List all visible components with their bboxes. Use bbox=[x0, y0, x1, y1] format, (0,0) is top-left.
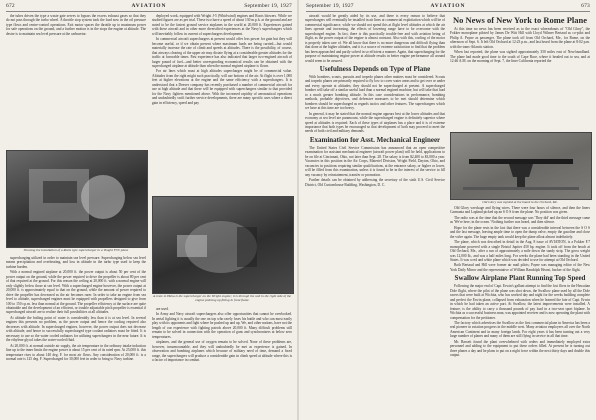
paragraph: With a normal engined airplane at 20,000 ft. the power output is about 50 per cent of the power output on the ground, while the power required to drive the propeller is about 80 per cent of that required at the ground. For this reason the ceiling at 20,000 ft. with a normal engine will only slightly below those at sea level. With a supercharged engine however, the power output at 20,000 ft. is approximately equal to that on the ground, while the amount of power required to drive the propeller has decreased as the air becomes rarer. In order to take an engine from sea level to altitude, supercharged engines must be equipped with propellers designed to give from 100 to 150 r.p.m. less than normal at the ground. The propeller efficiency at the surface are quite obtainable and the development of an efficient, or trouble adjustable pitch propeller is essential if supercharged aircraft are to realize their full possibilities at all altitudes. bbox=[6, 270, 146, 315]
right-page-number: 673 bbox=[581, 3, 590, 9]
paragraph: supercharging utilized in order to maintain sea level pressure. Supercharging below sea level means precipitation and overheating, and loss in altitude in the turbo type used to keep the turbine burden. bbox=[6, 256, 146, 269]
paragraph: deployed work, equipped with Wright J-5 (Whirlwind) engines and Roots blowers. While we studied figures are as per trial. These two have a speed of about 130 m.p.h. at the ground and are noted to be the fastest ground service airplanes in the world at 20,000 ft. Experiences gained with these aircraft and in other more diversified experiences at the Navy's superchargers which will inevitably follow in current of superchargers development. bbox=[152, 14, 292, 36]
paragraph: Old Glory wreckage and flying wires. There were four hours of silence, and then the liners Carmania and Lapland picked up an S O S from the plane. No position was given. bbox=[450, 206, 590, 215]
paragraph: The plane, which was described in detail in the Aug. 8 issue of AVIATION, is a Fokker F.7 monoplane powered with a single Bristol Jupiter 450 hp. engine. It took off from the beach at Old Orchard, Me., after a run of approximately a mile down the sandy strip. The gross weight was 12,000 lb., and was a half miles long. For weeks the plane had been standing in the United States. It was a red and white plane which was decided to use for attempt at Old Orchard. bbox=[450, 240, 590, 262]
paragraph: Both Bertaud and Hill were former air mail pilots; Payne was managing editor of the New York Daily Mirror and the representative of William Randolph Hearst, backer of the flight. bbox=[450, 263, 590, 272]
photo-caption-2: A crate in Haha is the supercharger on the Wright engine; it is through the unit in the right side of the engine pointing up fitting in front flame bbox=[152, 294, 292, 302]
paragraph: the tubes driven the type a waste gate serves to bypass the excess exhaust gases so that they do not pass through the turbo wheel. A throttle stop system took the load now in the oil pressure type flows and centre-control operations. Exit motor spaces the throttle up to maximum power for safe operations on the ground, and a further motion is in the stops the engine at altitude. The desire is to maintain sea level pressure at the carburetor. bbox=[6, 14, 146, 36]
paragraph: airplanes, and the general use of oxygen remain to be solved. None of these problems are, however, insurmountable, and they will undoubtedly be met as experience is gained. In observation and bombing airplanes which because of military need of time, demand a fixed range, the superchargers will produce a considerable gain in climb speed at altitude where this is a factor of importance in combat. bbox=[152, 340, 292, 362]
paragraph: Mr. Bassett found the plant overwhelmed with orders and immediately employed extra personnel and adding to the equipment to put these orders filled. At present he is turning out three planes a day and he plans to put on a night force within the next thirty days and double this output. bbox=[450, 339, 590, 358]
paragraph: Further details can be obtained by addressing the secretary of the sixth U.S. Civil Service District, Old Customhouse Building, Washington, D. C. bbox=[305, 178, 445, 187]
heading-usefulness: Usefulness Depends on Type of Plane bbox=[319, 64, 431, 73]
paragraph: For air lines which must at high altitudes supercharger might be of commercial value. Altitudes from the right might such practically, will use bottom of the air. At flight is over 1,000 feet at higher elevations at the engine and the same efficiency with a superchargers. It is understood that a Denver company has recently purchased a number of commercial aircraft for use at high altitude and that these will be equipped with superchargers similar to that provided for the Navy fighters mentioned above. With the increased rapidity of aeronautical operations and undoubtedly swift further service developments, there are many specific uses where a direct gain in efficiency, speed and pay bbox=[152, 69, 292, 105]
right-column-2-top bbox=[450, 14, 590, 130]
paragraph: Following the major end of Capt. Erwin's gallant attempt to find the lost fliers in the Hawaiian Dole flight, where the pilot of the plane was shot down, the Swallow plane used by all the Dole racers that were built at Wichita, who has worked day and night for the weeks building complete and perfect the Erwin plane, collapsed from exhaustion when he learned the fate of Capt. Erwin in which he had taken an active part. At Swallow, the latest improvements were installed. A feature, is the ability to carry a thousand pounds of pay load in a two-seat sport biplane. In Wichita as a successful business man, was appointed receiver and is now operating the plant with compensation for the petitioner. bbox=[450, 284, 590, 320]
paragraph: The factory which advertises the Swallow as the first commercial plane in America has been a real pioneer in aviation progress in the middle west. Many aviation employees all over the North American Continent and in many foreign lands. For eight years it has been turning out a very large number of planes and many of them are still flying in service in all that time. bbox=[450, 320, 590, 339]
paragraph: In commercial aircraft superchargers at present would offer less power for gain but they will become useful, or if we obtain present where maximum loads are being carried—but would materially increase the rate of climb and speeds at altitudes. There is the possibility, of course, that airways clearing of the upper air may dictate flying at a considerable greater altitudes for the traffic at favorable times. Past experience has also indicated that larger two-engined aircraft of larger pound of fuel—and better corresponding economical results can be obtained with the supercharged airplane at altitude than when the normal engined airplane is flown. bbox=[152, 37, 292, 68]
paragraph: Hope for the plane rests in the fact that there was a considerable interval between the S O S and the last message, leaving ample time to open the dump valve, empty the gasoline and close the valve again. The huge empty tank would keep the plane afloat almost indefinitely. bbox=[450, 225, 590, 239]
photo-caption-right: Old Glory was sighted at the board to the Orchard, Me. bbox=[482, 200, 558, 204]
paragraph: The United States Civil Service Commission has announced that an open competitive examination for assistant mechanical engineer (aircraft power plant) will be held, applications to be on file at Cincinnati, Ohio, not later than Sept. 28. The salary is from $2,400 to $3,000 a year. Vacancies in this position in the Air Corps, Materiel Division, Wright Field, Dayton, Ohio, and vacancies in positions requiring similar qualifications, at the entrance salary, or higher or lower, will be filled from this examination, unless it is found to be in the interest of the service to fill any vacancy by reinstatement, transfer or promotion. bbox=[305, 145, 445, 177]
heading-swallow: Swallow Airplane Plant Running Top Speed bbox=[454, 274, 586, 283]
right-running-title: AVIATION bbox=[430, 3, 466, 9]
paragraph: At this time no news has been received as to the exact whereabouts of "Old Glory", the Fokker monoplane piloted by James De Witt Hill with Lloyd Wilmer Bertaud as co-pilot and Philip A. Payne as passenger. The plane took off from Old Orchard, Me., for Rome, on the afternoon of Sept. 6. It left Old Orchard at 12:23 p.m., and last heard from the plane at 8:02 p.m. with the trans-Atlantic station. bbox=[450, 27, 590, 49]
paragraph: In general, it may be stated that the normal engine appears best at the lower altitudes and that economy at sea level are paramount, while the supercharged engine is definitely superior where speed at altitudes is required. Each of these types of airplanes has a place and it is of extreme importance that both types be encouraged so that development of both may proceed to meet the needs of both civil and military demands. bbox=[305, 111, 445, 134]
left-page-number: 672 bbox=[6, 3, 15, 9]
heading-examination: Examination for Asst. Mechanical Engineer bbox=[309, 135, 441, 144]
right-column-1 bbox=[305, 14, 445, 418]
right-date: September 19, 1927 bbox=[306, 3, 354, 9]
supercharger-photo bbox=[6, 150, 148, 248]
paragraph: At 20,000 ft. at normal outside air supply, the air temperature in the ordinary intake induction line up to the inner limits the engine power is about 15 per cent of its rated rpm. At 25,000 ft. this temperature rises to about 140 deg. F. for most air flows. Any consideration of 20,000 ft. is a normal rate is 125 deg. F. Supercharged for 30,000 feet in order to bring to Navy turbine. bbox=[6, 343, 146, 361]
paragraph: When last reported, the plane was sighted approximately 350 miles east of Newfoundland. The plane had made good time to the south of Cape Race, where it headed out to sea, and at 12:46 A.M. on the morning of Sept. 7, the liner California reported the bbox=[450, 50, 590, 64]
left-column-2-top bbox=[152, 14, 292, 194]
left-running-header bbox=[6, 3, 292, 11]
left-column-1-top bbox=[6, 14, 146, 148]
photo-caption-1: Showing the installation of a Roots type supercharger in a Vought F3U plane bbox=[23, 248, 129, 252]
right-header-rule bbox=[306, 11, 590, 12]
left-date: September 19, 1927 bbox=[244, 3, 292, 9]
old-glory-photo bbox=[450, 132, 592, 200]
page-gutter bbox=[297, 0, 299, 420]
right-running-header bbox=[306, 3, 590, 11]
paragraph: At altitude the boiling point of water is considerably less than it is at sea level. In several engines this presents no problem, as the power output and hence the cooling required also decreases with altitude. In supercharged engines, however, the power output does not decrease with altitude, and hence to successfully supercharged type coolant radiators must be fitted. It is necessary to use so the water cooled radiators for utilizing superchargers in the near future. It is the ethylene glycol takes the water-cooled fluid. bbox=[6, 315, 146, 343]
left-running-title: AVIATION bbox=[131, 3, 167, 9]
paragraph: With bombers, scouts, pursuits and torpedo planes other matters must be considered. Scouts and torpedo planes are primarily required to fly low to cover water areas and to get over or under and every operate at altitudes; they should not be supercharged at present. A supercharged bomber will take off a similar useful load than a normal engined machine, but will take that load to a much greater bombing altitude. In this case considerations in performance, bombing methods, probable objectives, and defensive measures to be met should determine which bombers should be supercharged as regards tactics and other features. The superchargers which we have at this time are too heavy. bbox=[305, 74, 445, 111]
left-column-1-bottom bbox=[6, 256, 146, 418]
paragraph: are used. bbox=[156, 307, 169, 311]
left-column-2-bottom bbox=[152, 307, 292, 418]
right-column-2-bottom bbox=[450, 206, 590, 418]
engine-photo bbox=[152, 196, 294, 294]
paragraph: In Army and Navy aircraft superchargers also offer opportunities that cannot be overlooked. In aerial fighting it is usually the one on top who rarely loses his battle and who can most easily play with its opponents and fight where he pushed up and up. We, and other nations, have not the length of our experience with fighting patrols above 20,000 ft. Many difficult problems still remain to be solved in connection with the operation of guns and synchronizers at below zero temperatures. bbox=[152, 312, 292, 339]
paragraph: The radio was at the time that the second message was 'They did' and the third message came as 'We're here, in the ocean.' Nothing further was heard, and then silence. bbox=[450, 215, 590, 225]
paragraph: aircraft would be greatly aided by its use, and there is every reason to believe that superchargers will eventually be installed in air lines at commercial exploitation which will be of commercial significance, while we should not spend this at flight level altitudes at which the air lines operate and increasing, the effects of lowering range have to be overcome with the supercharged engine. In fact, there is this practically trouble-free and with aviation being of flight, as the power output of the engine is almost constant. Also with this, cooling of the motor is properly taken care of. We all know that there is no more dangerous and difficult flying than that done at the higher altitudes, and it is a source of extreme satisfaction to find that the problem has been approached and partly solved in so efficient a manner. Again, that supercharging for the purpose of maintaining engine power at altitude results in better engine performance all around would seem to be assured. bbox=[305, 14, 445, 63]
right-page bbox=[300, 0, 596, 420]
left-header-rule bbox=[6, 11, 292, 12]
heading-rome-plane: No News of New York to Rome Plane bbox=[452, 15, 587, 25]
